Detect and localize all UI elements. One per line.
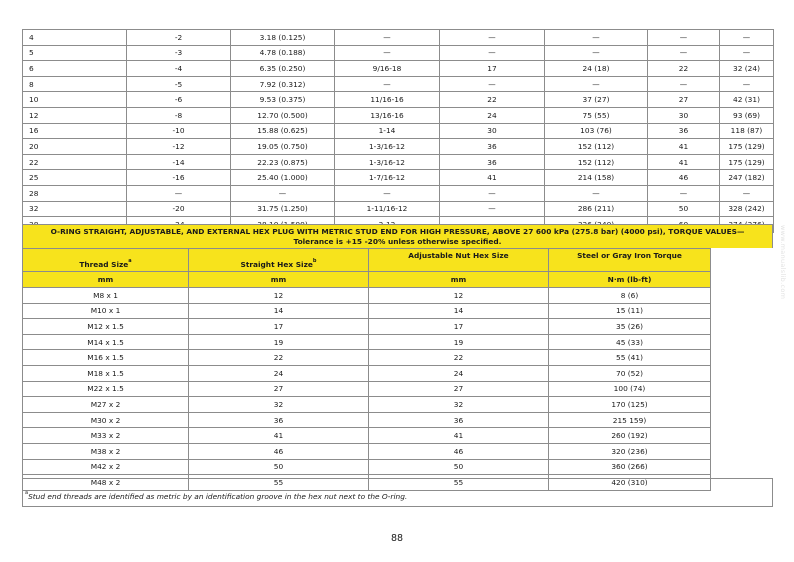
table-cell: 27 <box>189 381 369 397</box>
table-row <box>23 459 711 475</box>
table-cell: 7.92 (0.312) <box>231 76 335 92</box>
table-cell: -14 <box>127 154 231 170</box>
table-row <box>23 397 711 413</box>
table-cell: 103 (76) <box>545 123 648 139</box>
table-cell: 46 <box>189 443 369 459</box>
page-number: 88 <box>390 533 404 544</box>
table-cell: — <box>648 76 720 92</box>
table-cell: 5 <box>23 45 127 61</box>
watermark: www.manualslib.com <box>779 225 787 300</box>
table-cell: — <box>127 185 231 201</box>
table-cell: 214 (158) <box>545 170 648 186</box>
table-cell: — <box>648 45 720 61</box>
table-cell: 13/16-16 <box>335 107 440 123</box>
table-row <box>23 350 711 366</box>
table-cell: 45 (33) <box>549 334 711 350</box>
table-cell: -8 <box>127 107 231 123</box>
table-cell: M14 x 1.5 <box>23 334 189 350</box>
table-cell: 1-7/16-12 <box>335 170 440 186</box>
table-cell: 9/16-18 <box>335 61 440 77</box>
table-cell: — <box>648 30 720 46</box>
table-cell: 152 (112) <box>545 154 648 170</box>
table-row <box>23 303 711 319</box>
table-cell: 22 <box>440 92 545 108</box>
table-cell: 3.18 (0.125) <box>231 30 335 46</box>
table-cell: — <box>545 76 648 92</box>
table-cell: 41 <box>648 154 720 170</box>
table-cell: 36 <box>440 154 545 170</box>
table-cell: 22 <box>648 61 720 77</box>
table-cell: 360 (266) <box>549 459 711 475</box>
table-cell: 420 (310) <box>549 475 711 491</box>
table-cell: 37 (27) <box>545 92 648 108</box>
table-cell: 4 <box>23 30 127 46</box>
header-thread-size: Thread Size$^a$ <box>23 249 189 272</box>
units-row <box>23 272 711 288</box>
table-cell: — <box>545 45 648 61</box>
table-cell: — <box>545 30 648 46</box>
header-row <box>23 249 711 272</box>
table-cell: 12 <box>189 288 369 304</box>
table-cell: 22.23 (0.875) <box>231 154 335 170</box>
table-cell: 93 (69) <box>720 107 774 123</box>
table-row <box>23 139 774 155</box>
table-row <box>23 319 711 335</box>
table-cell: M22 x 1.5 <box>23 381 189 397</box>
table-row <box>23 288 711 304</box>
table-cell: 1-14 <box>335 123 440 139</box>
table-cell: -16 <box>127 170 231 186</box>
table-cell: 28 <box>23 185 127 201</box>
table-cell: -2 <box>127 30 231 46</box>
table-cell: 25 <box>23 170 127 186</box>
table-cell: 4.78 (0.188) <box>231 45 335 61</box>
table-cell: 50 <box>648 201 720 217</box>
table-cell: 36 <box>369 412 549 428</box>
table-cell: 152 (112) <box>545 139 648 155</box>
table-cell: — <box>720 30 774 46</box>
table-cell: 41 <box>440 170 545 186</box>
table-cell: 15.88 (0.625) <box>231 123 335 139</box>
table-cell: 22 <box>189 350 369 366</box>
unit-straight-hex-size: mm <box>189 272 369 288</box>
table-cell: 36 <box>189 412 369 428</box>
table-cell: M12 x 1.5 <box>23 319 189 335</box>
table-cell: 118 (87) <box>720 123 774 139</box>
table-cell: — <box>440 76 545 92</box>
table-cell: 32 <box>23 201 127 217</box>
table-cell: 247 (182) <box>720 170 774 186</box>
metric-table-body <box>23 288 711 491</box>
table-cell: 36 <box>440 139 545 155</box>
table-cell: — <box>335 45 440 61</box>
table-cell: M30 x 2 <box>23 412 189 428</box>
table-cell: 55 (41) <box>549 350 711 366</box>
table-cell: 31.75 (1.250) <box>231 201 335 217</box>
table-cell: 30 <box>440 123 545 139</box>
table-cell: 22 <box>369 350 549 366</box>
table-cell: M10 x 1 <box>23 303 189 319</box>
table-cell: 27 <box>369 381 549 397</box>
table-cell: 16 <box>23 123 127 139</box>
table-row <box>23 365 711 381</box>
table-cell: 175 (129) <box>720 139 774 155</box>
table-cell: 15 (11) <box>549 303 711 319</box>
table-cell: 55 <box>369 475 549 491</box>
table-cell: 41 <box>189 428 369 444</box>
table-cell: 24 <box>440 107 545 123</box>
table-cell: 32 <box>189 397 369 413</box>
table-row <box>23 170 774 186</box>
table-cell: 175 (129) <box>720 154 774 170</box>
table-row <box>23 428 711 444</box>
unit-thread-size: mm <box>23 272 189 288</box>
table-cell: 24 <box>189 365 369 381</box>
table-cell: — <box>335 76 440 92</box>
table-cell: -20 <box>127 201 231 217</box>
table-cell: 70 (52) <box>549 365 711 381</box>
table-row <box>23 61 774 77</box>
table-cell: 27 <box>648 92 720 108</box>
footnote-box <box>22 478 773 507</box>
table-cell: 11/16-16 <box>335 92 440 108</box>
table-row <box>23 107 774 123</box>
table-row <box>23 185 774 201</box>
top-table-body <box>23 30 774 233</box>
table-cell: 25.40 (1.000) <box>231 170 335 186</box>
table-cell: — <box>720 76 774 92</box>
table-cell: — <box>720 185 774 201</box>
table-cell: -6 <box>127 92 231 108</box>
table-cell: 100 (74) <box>549 381 711 397</box>
table-cell: — <box>720 45 774 61</box>
table-cell: 55 <box>189 475 369 491</box>
table-cell: M33 x 2 <box>23 428 189 444</box>
table-cell: -10 <box>127 123 231 139</box>
table-cell: M48 x 2 <box>23 475 189 491</box>
table-cell: 42 (31) <box>720 92 774 108</box>
table-cell: 17 <box>369 319 549 335</box>
table-cell: — <box>440 201 545 217</box>
table-row <box>23 92 774 108</box>
table-cell: — <box>440 185 545 201</box>
table-cell: 215 159) <box>549 412 711 428</box>
metric-stud-section <box>22 224 773 491</box>
table-cell: 24 (18) <box>545 61 648 77</box>
table-cell: 14 <box>369 303 549 319</box>
table-cell: 6 <box>23 61 127 77</box>
table-cell: 35 (26) <box>549 319 711 335</box>
table-cell: 41 <box>648 139 720 155</box>
table-row <box>23 123 774 139</box>
table-cell: M16 x 1.5 <box>23 350 189 366</box>
table-cell: M8 x 1 <box>23 288 189 304</box>
table-cell: M18 x 1.5 <box>23 365 189 381</box>
top-torque-table <box>22 29 774 233</box>
table-cell: 286 (211) <box>545 201 648 217</box>
table-cell: — <box>231 185 335 201</box>
table-cell: -3 <box>127 45 231 61</box>
section-title: O-RING STRAIGHT, ADJUSTABLE, AND EXTERNAL HEX PLUG WITH METRIC STUD END FOR HIGH PRESSURE, ABOVE 27 600 kPa (275.8 bar) (4000 psi), TORQUE VALUES—Tolerance is +15 -20% unless otherwise specified. <box>22 224 773 248</box>
table-cell: 41 <box>369 428 549 444</box>
unit-steel-torque: N·m (lb-ft) <box>549 272 711 288</box>
header-straight-hex-size: Straight Hex Size$^b$ <box>189 249 369 272</box>
table-row <box>23 201 774 217</box>
table-cell: 12.70 (0.500) <box>231 107 335 123</box>
table-cell: — <box>335 30 440 46</box>
table-cell: 6.35 (0.250) <box>231 61 335 77</box>
table-row <box>23 45 774 61</box>
header-adjustable-nut-hex-size: Adjustable Nut Hex Size <box>369 249 549 272</box>
metric-torque-table <box>22 248 711 491</box>
table-cell: 75 (55) <box>545 107 648 123</box>
table-cell: 1-3/16-12 <box>335 154 440 170</box>
table-cell: 19.05 (0.750) <box>231 139 335 155</box>
table-cell: 1-11/16-12 <box>335 201 440 217</box>
table-cell: 19 <box>369 334 549 350</box>
table-row <box>23 334 711 350</box>
table-cell: M42 x 2 <box>23 459 189 475</box>
table-row <box>23 443 711 459</box>
table-cell: 320 (236) <box>549 443 711 459</box>
table-cell: M38 x 2 <box>23 443 189 459</box>
table-cell: 50 <box>189 459 369 475</box>
table-cell: 24 <box>369 365 549 381</box>
table-cell: 19 <box>189 334 369 350</box>
table-cell: 328 (242) <box>720 201 774 217</box>
table-cell: 30 <box>648 107 720 123</box>
table-cell: 50 <box>369 459 549 475</box>
table-cell: 36 <box>648 123 720 139</box>
table-cell: M27 x 2 <box>23 397 189 413</box>
table-cell: 17 <box>189 319 369 335</box>
table-row <box>23 412 711 428</box>
table-cell: 8 (6) <box>549 288 711 304</box>
table-cell: 32 <box>369 397 549 413</box>
table-cell: 12 <box>23 107 127 123</box>
table-cell: -5 <box>127 76 231 92</box>
table-cell: -12 <box>127 139 231 155</box>
table-cell: 46 <box>648 170 720 186</box>
footnote: $^a$Stud end threads are identified as metric by an identification groove in the hex nut next to the O-ring. <box>25 490 408 501</box>
table-cell: 14 <box>189 303 369 319</box>
table-cell: 170 (125) <box>549 397 711 413</box>
table-cell: — <box>440 45 545 61</box>
table-cell: 10 <box>23 92 127 108</box>
table-cell: — <box>335 185 440 201</box>
table-cell: 22 <box>23 154 127 170</box>
table-cell: 32 (24) <box>720 61 774 77</box>
table-cell: -4 <box>127 61 231 77</box>
table-row <box>23 154 774 170</box>
table-cell: 260 (192) <box>549 428 711 444</box>
table-cell: — <box>648 185 720 201</box>
table-cell: — <box>545 185 648 201</box>
table-cell: 20 <box>23 139 127 155</box>
unit-adjustable-nut-hex-size: mm <box>369 272 549 288</box>
table-cell: 46 <box>369 443 549 459</box>
table-row <box>23 30 774 46</box>
table-row <box>23 76 774 92</box>
table-cell: 9.53 (0.375) <box>231 92 335 108</box>
table-cell: 1-3/16-12 <box>335 139 440 155</box>
table-cell: — <box>440 30 545 46</box>
header-steel-torque: Steel or Gray Iron Torque <box>549 249 711 272</box>
table-cell: 12 <box>369 288 549 304</box>
table-cell: 8 <box>23 76 127 92</box>
table-cell: 17 <box>440 61 545 77</box>
table-row <box>23 381 711 397</box>
